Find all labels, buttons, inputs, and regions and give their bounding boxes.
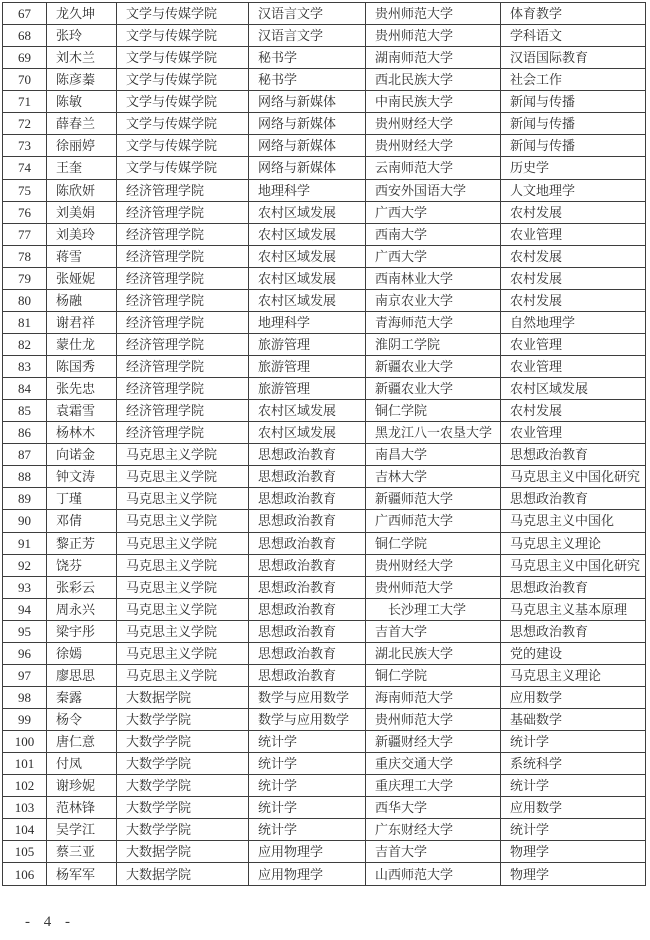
name-cell: 张娅妮 [47, 267, 117, 289]
admitted-major-cell: 思想政治教育 [501, 444, 646, 466]
name-cell: 陈欣妍 [47, 179, 117, 201]
university-cell: 西南大学 [366, 223, 501, 245]
major-cell: 思想政治教育 [249, 598, 366, 620]
name-cell: 杨令 [47, 709, 117, 731]
college-cell: 马克思主义学院 [117, 532, 249, 554]
college-cell: 经济管理学院 [117, 289, 249, 311]
college-cell: 大数学学院 [117, 753, 249, 775]
university-cell: 广东财经大学 [366, 819, 501, 841]
admitted-major-cell: 党的建设 [501, 642, 646, 664]
major-cell: 思想政治教育 [249, 664, 366, 686]
university-cell: 吉首大学 [366, 620, 501, 642]
row-number-cell: 81 [3, 311, 47, 333]
major-cell: 农村区域发展 [249, 422, 366, 444]
admitted-major-cell: 体育教学 [501, 3, 646, 25]
table-row [3, 135, 646, 157]
name-cell: 张彩云 [47, 576, 117, 598]
name-cell: 向诺金 [47, 444, 117, 466]
admitted-major-cell: 统计学 [501, 819, 646, 841]
college-cell: 马克思主义学院 [117, 466, 249, 488]
major-cell: 思想政治教育 [249, 620, 366, 642]
university-cell: 重庆交通大学 [366, 753, 501, 775]
name-cell: 蔡三亚 [47, 841, 117, 863]
row-number-cell: 67 [3, 3, 47, 25]
university-cell: 山西师范大学 [366, 863, 501, 886]
admitted-major-cell: 马克思主义中国化研究 [501, 554, 646, 576]
major-cell: 统计学 [249, 797, 366, 819]
college-cell: 经济管理学院 [117, 422, 249, 444]
table-row [3, 664, 646, 686]
table-row [3, 91, 646, 113]
name-cell: 蒋雪 [47, 245, 117, 267]
row-number-cell: 76 [3, 201, 47, 223]
name-cell: 王奎 [47, 157, 117, 179]
name-cell: 廖思思 [47, 664, 117, 686]
major-cell: 统计学 [249, 731, 366, 753]
college-cell: 文学与传媒学院 [117, 47, 249, 69]
name-cell: 付凤 [47, 753, 117, 775]
table-row [3, 356, 646, 378]
table-row [3, 289, 646, 311]
college-cell: 经济管理学院 [117, 179, 249, 201]
college-cell: 马克思主义学院 [117, 488, 249, 510]
admitted-major-cell: 农村发展 [501, 400, 646, 422]
college-cell: 文学与传媒学院 [117, 91, 249, 113]
name-cell: 吴学江 [47, 819, 117, 841]
admitted-major-cell: 马克思主义基本原理 [501, 598, 646, 620]
admitted-major-cell: 思想政治教育 [501, 620, 646, 642]
table-row [3, 731, 646, 753]
major-cell: 旅游管理 [249, 378, 366, 400]
university-cell: 重庆理工大学 [366, 775, 501, 797]
row-number-cell: 90 [3, 510, 47, 532]
college-cell: 大数学学院 [117, 797, 249, 819]
college-cell: 文学与传媒学院 [117, 3, 249, 25]
university-cell: 贵州师范大学 [366, 576, 501, 598]
admitted-major-cell: 农业管理 [501, 356, 646, 378]
college-cell: 经济管理学院 [117, 356, 249, 378]
admitted-major-cell: 农村发展 [501, 245, 646, 267]
table-row [3, 25, 646, 47]
major-cell: 统计学 [249, 775, 366, 797]
major-cell: 思想政治教育 [249, 554, 366, 576]
name-cell: 范林锋 [47, 797, 117, 819]
major-cell: 思想政治教育 [249, 642, 366, 664]
row-number-cell: 82 [3, 333, 47, 355]
college-cell: 马克思主义学院 [117, 598, 249, 620]
name-cell: 徐嫣 [47, 642, 117, 664]
college-cell: 文学与传媒学院 [117, 135, 249, 157]
name-cell: 谢君祥 [47, 311, 117, 333]
university-cell: 铜仁学院 [366, 400, 501, 422]
admitted-major-cell: 自然地理学 [501, 311, 646, 333]
admitted-major-cell: 新闻与传播 [501, 91, 646, 113]
table-row [3, 775, 646, 797]
name-cell: 周永兴 [47, 598, 117, 620]
admitted-major-cell: 思想政治教育 [501, 576, 646, 598]
admitted-major-cell: 基础数学 [501, 709, 646, 731]
name-cell: 梁宇彤 [47, 620, 117, 642]
university-cell: 贵州师范大学 [366, 3, 501, 25]
table-row [3, 620, 646, 642]
table-row [3, 510, 646, 532]
row-number-cell: 68 [3, 25, 47, 47]
admitted-major-cell: 思想政治教育 [501, 488, 646, 510]
college-cell: 马克思主义学院 [117, 444, 249, 466]
college-cell: 经济管理学院 [117, 333, 249, 355]
major-cell: 秘书学 [249, 47, 366, 69]
university-cell: 铜仁学院 [366, 532, 501, 554]
admitted-major-cell: 应用数学 [501, 797, 646, 819]
row-number-cell: 74 [3, 157, 47, 179]
row-number-cell: 88 [3, 466, 47, 488]
major-cell: 秘书学 [249, 69, 366, 91]
name-cell: 杨融 [47, 289, 117, 311]
university-cell: 长沙理工大学 [366, 598, 501, 620]
major-cell: 数学与应用数学 [249, 709, 366, 731]
major-cell: 旅游管理 [249, 333, 366, 355]
name-cell: 张玲 [47, 25, 117, 47]
major-cell: 农村区域发展 [249, 223, 366, 245]
admitted-major-cell: 新闻与传播 [501, 135, 646, 157]
row-number-cell: 89 [3, 488, 47, 510]
row-number-cell: 69 [3, 47, 47, 69]
row-number-cell: 83 [3, 356, 47, 378]
major-cell: 地理科学 [249, 311, 366, 333]
major-cell: 农村区域发展 [249, 245, 366, 267]
major-cell: 应用物理学 [249, 863, 366, 886]
admitted-major-cell: 农村发展 [501, 201, 646, 223]
name-cell: 蒙仕龙 [47, 333, 117, 355]
row-number-cell: 97 [3, 664, 47, 686]
major-cell: 网络与新媒体 [249, 91, 366, 113]
row-number-cell: 84 [3, 378, 47, 400]
table-row [3, 642, 646, 664]
name-cell: 唐仁意 [47, 731, 117, 753]
admitted-major-cell: 统计学 [501, 775, 646, 797]
university-cell: 青海师范大学 [366, 311, 501, 333]
row-number-cell: 70 [3, 69, 47, 91]
row-number-cell: 87 [3, 444, 47, 466]
table-row [3, 245, 646, 267]
college-cell: 经济管理学院 [117, 400, 249, 422]
table-row [3, 267, 646, 289]
name-cell: 丁瑾 [47, 488, 117, 510]
college-cell: 马克思主义学院 [117, 642, 249, 664]
admitted-major-cell: 汉语国际教育 [501, 47, 646, 69]
university-cell: 吉林大学 [366, 466, 501, 488]
table-row [3, 709, 646, 731]
university-cell: 贵州财经大学 [366, 554, 501, 576]
major-cell: 思想政治教育 [249, 576, 366, 598]
row-number-cell: 75 [3, 179, 47, 201]
admitted-major-cell: 人文地理学 [501, 179, 646, 201]
major-cell: 应用物理学 [249, 841, 366, 863]
major-cell: 思想政治教育 [249, 466, 366, 488]
major-cell: 旅游管理 [249, 356, 366, 378]
college-cell: 经济管理学院 [117, 245, 249, 267]
major-cell: 地理科学 [249, 179, 366, 201]
page-number: - 4 - [25, 914, 71, 930]
college-cell: 马克思主义学院 [117, 510, 249, 532]
table-row [3, 400, 646, 422]
college-cell: 经济管理学院 [117, 223, 249, 245]
name-cell: 秦露 [47, 686, 117, 708]
table-row [3, 841, 646, 863]
name-cell: 刘美玲 [47, 223, 117, 245]
university-cell: 海南师范大学 [366, 686, 501, 708]
table-row [3, 753, 646, 775]
admitted-major-cell: 马克思主义理论 [501, 664, 646, 686]
college-cell: 马克思主义学院 [117, 554, 249, 576]
college-cell: 文学与传媒学院 [117, 25, 249, 47]
row-number-cell: 73 [3, 135, 47, 157]
major-cell: 网络与新媒体 [249, 157, 366, 179]
name-cell: 黎正芳 [47, 532, 117, 554]
major-cell: 农村区域发展 [249, 400, 366, 422]
university-cell: 吉首大学 [366, 841, 501, 863]
major-cell: 思想政治教育 [249, 510, 366, 532]
admitted-major-cell: 农业管理 [501, 333, 646, 355]
major-cell: 汉语言文学 [249, 3, 366, 25]
major-cell: 数学与应用数学 [249, 686, 366, 708]
admitted-major-cell: 物理学 [501, 841, 646, 863]
college-cell: 大数学学院 [117, 731, 249, 753]
row-number-cell: 72 [3, 113, 47, 135]
university-cell: 淮阴工学院 [366, 333, 501, 355]
college-cell: 大数学学院 [117, 819, 249, 841]
college-cell: 马克思主义学院 [117, 620, 249, 642]
college-cell: 经济管理学院 [117, 311, 249, 333]
university-cell: 贵州师范大学 [366, 25, 501, 47]
table-row [3, 223, 646, 245]
admitted-major-cell: 社会工作 [501, 69, 646, 91]
row-number-cell: 99 [3, 709, 47, 731]
university-cell: 黑龙江八一农垦大学 [366, 422, 501, 444]
row-number-cell: 79 [3, 267, 47, 289]
university-cell: 铜仁学院 [366, 664, 501, 686]
table-row [3, 201, 646, 223]
major-cell: 农村区域发展 [249, 201, 366, 223]
admissions-table [2, 2, 646, 886]
table-row [3, 378, 646, 400]
table-row [3, 3, 646, 25]
table-row [3, 797, 646, 819]
row-number-cell: 98 [3, 686, 47, 708]
university-cell: 广西师范大学 [366, 510, 501, 532]
college-cell: 马克思主义学院 [117, 664, 249, 686]
university-cell: 新疆财经大学 [366, 731, 501, 753]
table-row [3, 598, 646, 620]
college-cell: 经济管理学院 [117, 378, 249, 400]
table-row [3, 686, 646, 708]
college-cell: 大数据学院 [117, 841, 249, 863]
table-row [3, 157, 646, 179]
name-cell: 谢珍妮 [47, 775, 117, 797]
row-number-cell: 100 [3, 731, 47, 753]
table-row [3, 179, 646, 201]
row-number-cell: 106 [3, 863, 47, 886]
table-row [3, 69, 646, 91]
college-cell: 马克思主义学院 [117, 576, 249, 598]
row-number-cell: 80 [3, 289, 47, 311]
name-cell: 饶芬 [47, 554, 117, 576]
name-cell: 薛春兰 [47, 113, 117, 135]
admitted-major-cell: 新闻与传播 [501, 113, 646, 135]
major-cell: 统计学 [249, 753, 366, 775]
major-cell: 汉语言文学 [249, 25, 366, 47]
admitted-major-cell: 统计学 [501, 731, 646, 753]
row-number-cell: 71 [3, 91, 47, 113]
row-number-cell: 93 [3, 576, 47, 598]
table-row [3, 311, 646, 333]
university-cell: 云南师范大学 [366, 157, 501, 179]
admitted-major-cell: 农村区域发展 [501, 378, 646, 400]
college-cell: 文学与传媒学院 [117, 113, 249, 135]
name-cell: 杨军军 [47, 863, 117, 886]
table-row [3, 532, 646, 554]
major-cell: 思想政治教育 [249, 488, 366, 510]
name-cell: 龙久坤 [47, 3, 117, 25]
university-cell: 新疆农业大学 [366, 356, 501, 378]
table-row [3, 422, 646, 444]
name-cell: 杨林木 [47, 422, 117, 444]
major-cell: 农村区域发展 [249, 267, 366, 289]
row-number-cell: 105 [3, 841, 47, 863]
major-cell: 网络与新媒体 [249, 135, 366, 157]
university-cell: 南京农业大学 [366, 289, 501, 311]
admitted-major-cell: 历史学 [501, 157, 646, 179]
major-cell: 统计学 [249, 819, 366, 841]
row-number-cell: 78 [3, 245, 47, 267]
row-number-cell: 102 [3, 775, 47, 797]
table-row [3, 488, 646, 510]
major-cell: 思想政治教育 [249, 444, 366, 466]
name-cell: 袁霜雪 [47, 400, 117, 422]
row-number-cell: 85 [3, 400, 47, 422]
name-cell: 徐丽婷 [47, 135, 117, 157]
admitted-major-cell: 农业管理 [501, 223, 646, 245]
row-number-cell: 77 [3, 223, 47, 245]
table-row [3, 819, 646, 841]
college-cell: 大数据学院 [117, 863, 249, 886]
university-cell: 贵州财经大学 [366, 113, 501, 135]
table-row [3, 47, 646, 69]
university-cell: 新疆农业大学 [366, 378, 501, 400]
college-cell: 大数学学院 [117, 775, 249, 797]
row-number-cell: 101 [3, 753, 47, 775]
table-row [3, 333, 646, 355]
major-cell: 网络与新媒体 [249, 113, 366, 135]
row-number-cell: 92 [3, 554, 47, 576]
major-cell: 农村区域发展 [249, 289, 366, 311]
admitted-major-cell: 农业管理 [501, 422, 646, 444]
university-cell: 湖南师范大学 [366, 47, 501, 69]
row-number-cell: 104 [3, 819, 47, 841]
admissions-table-body [3, 3, 646, 886]
table-row [3, 113, 646, 135]
row-number-cell: 103 [3, 797, 47, 819]
college-cell: 文学与传媒学院 [117, 157, 249, 179]
university-cell: 西安外国语大学 [366, 179, 501, 201]
college-cell: 经济管理学院 [117, 201, 249, 223]
university-cell: 南昌大学 [366, 444, 501, 466]
university-cell: 新疆师范大学 [366, 488, 501, 510]
table-row [3, 863, 646, 886]
name-cell: 张先忠 [47, 378, 117, 400]
college-cell: 大数据学院 [117, 686, 249, 708]
admitted-major-cell: 马克思主义中国化 [501, 510, 646, 532]
admitted-major-cell: 农村发展 [501, 289, 646, 311]
university-cell: 广西大学 [366, 245, 501, 267]
table-row [3, 576, 646, 598]
row-number-cell: 91 [3, 532, 47, 554]
major-cell: 思想政治教育 [249, 532, 366, 554]
college-cell: 大数学学院 [117, 709, 249, 731]
row-number-cell: 94 [3, 598, 47, 620]
admitted-major-cell: 马克思主义理论 [501, 532, 646, 554]
name-cell: 陈国秀 [47, 356, 117, 378]
name-cell: 刘美娟 [47, 201, 117, 223]
admitted-major-cell: 物理学 [501, 863, 646, 886]
university-cell: 西北民族大学 [366, 69, 501, 91]
college-cell: 经济管理学院 [117, 267, 249, 289]
university-cell: 湖北民族大学 [366, 642, 501, 664]
row-number-cell: 96 [3, 642, 47, 664]
table-row [3, 554, 646, 576]
university-cell: 中南民族大学 [366, 91, 501, 113]
admitted-major-cell: 系统科学 [501, 753, 646, 775]
name-cell: 钟文涛 [47, 466, 117, 488]
name-cell: 邓倩 [47, 510, 117, 532]
table-row [3, 444, 646, 466]
university-cell: 广西大学 [366, 201, 501, 223]
university-cell: 贵州财经大学 [366, 135, 501, 157]
admitted-major-cell: 农村发展 [501, 267, 646, 289]
row-number-cell: 86 [3, 422, 47, 444]
admitted-major-cell: 应用数学 [501, 686, 646, 708]
name-cell: 刘木兰 [47, 47, 117, 69]
admitted-major-cell: 马克思主义中国化研究 [501, 466, 646, 488]
table-row [3, 466, 646, 488]
name-cell: 陈敏 [47, 91, 117, 113]
university-cell: 贵州师范大学 [366, 709, 501, 731]
college-cell: 文学与传媒学院 [117, 69, 249, 91]
name-cell: 陈彦蓁 [47, 69, 117, 91]
university-cell: 西南林业大学 [366, 267, 501, 289]
university-cell: 西华大学 [366, 797, 501, 819]
row-number-cell: 95 [3, 620, 47, 642]
admitted-major-cell: 学科语文 [501, 25, 646, 47]
